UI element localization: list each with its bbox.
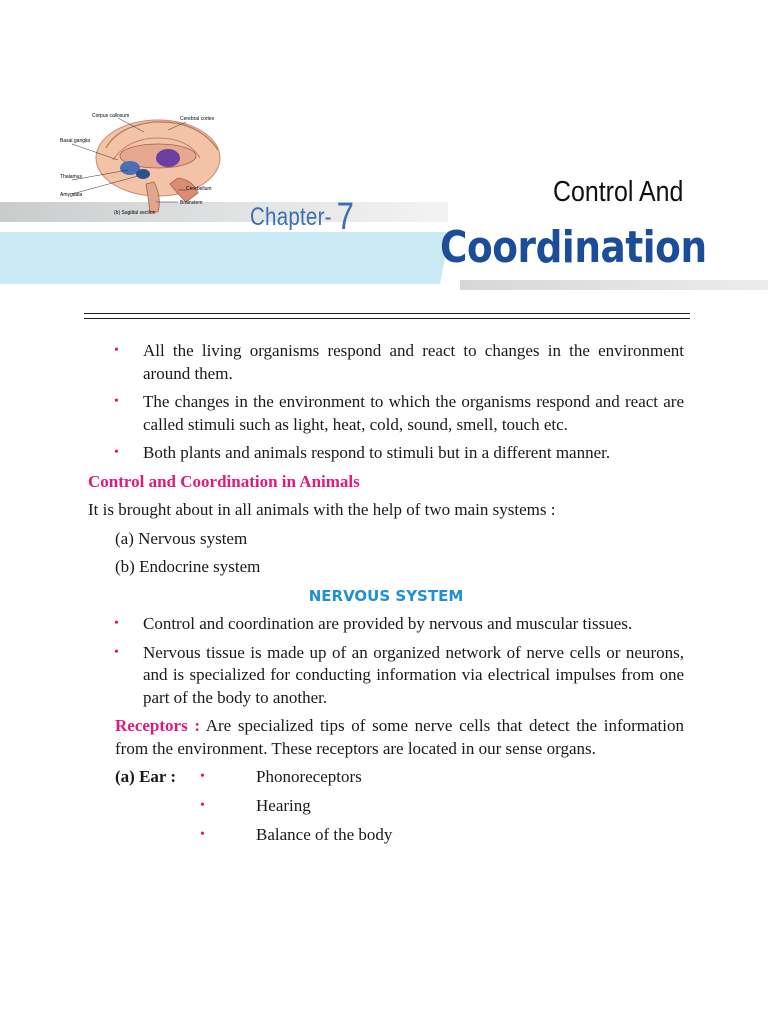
bullet-icon: • bbox=[200, 769, 205, 784]
figure-caption: (b) Sagittal section bbox=[114, 210, 156, 216]
label-basal-ganglia: Basal ganglia bbox=[60, 138, 91, 144]
label-amygdala: Amygdala bbox=[60, 192, 83, 198]
receptors-label: Receptors : bbox=[115, 716, 201, 735]
page-body bbox=[88, 340, 684, 853]
receptors-paragraph: Receptors : Are specialized tips of some nerve cells that detect the information from the environment. These receptors are located in our sense organs. bbox=[115, 716, 684, 758]
ear-item: (a) Ear : • Phonoreceptors bbox=[88, 766, 684, 789]
bullet-icon: • bbox=[114, 343, 119, 358]
bullet-icon: • bbox=[200, 827, 205, 842]
chapter-word: Chapter- bbox=[250, 203, 332, 231]
label-corpus-callosum: Corpus callosum bbox=[92, 113, 130, 119]
label-cerebellum: Cerebellum bbox=[186, 186, 212, 192]
intro-bullet: • The changes in the environment to which the organisms respond and react are called stimuli such as light, heat, cold, sound, smell, touch etc. bbox=[114, 392, 684, 434]
nervous-system-heading: NERVOUS SYSTEM bbox=[308, 586, 464, 605]
chapter-number: 7 bbox=[336, 196, 355, 238]
header-band-gray-right bbox=[460, 280, 768, 290]
system-item: (a) Nervous system bbox=[115, 528, 248, 548]
bullet-icon: • bbox=[114, 445, 119, 460]
intro-bullet: • Both plants and animals respond to stimuli but in a different manner. bbox=[88, 442, 684, 465]
intro-bullet: • All the living organisms respond and react to changes in the environment around them. bbox=[114, 341, 684, 383]
section-heading: Control and Coordination in Animals bbox=[88, 471, 360, 491]
brain-sagittal-figure bbox=[58, 108, 238, 220]
ear-item: • Balance of the body bbox=[88, 824, 684, 847]
system-item: (b) Endocrine system bbox=[115, 557, 261, 576]
chapter-title-line2: Coordination bbox=[440, 222, 707, 273]
nervous-bullet: • Control and coordination are provided by nervous and muscular tissues. bbox=[88, 613, 684, 636]
divider-rule-thin bbox=[84, 318, 690, 319]
ear-item: • Hearing bbox=[88, 795, 684, 818]
divider-rule-thick bbox=[84, 313, 690, 314]
chapter-title-line1: Control And bbox=[553, 176, 684, 208]
label-thalamus: Thalamus bbox=[60, 174, 82, 180]
bullet-icon: • bbox=[200, 798, 205, 813]
label-cerebral-cortex: Cerebral cortex bbox=[180, 116, 215, 122]
nervous-bullet: • Nervous tissue is made up of an organized network of nerve cells or neurons, and is specialized for conducting information via electrical impulses from one part of the body to another. bbox=[114, 642, 684, 707]
bullet-icon: • bbox=[114, 616, 119, 631]
bullet-icon: • bbox=[114, 394, 119, 409]
chapter-label bbox=[250, 192, 355, 238]
ear-label: (a) Ear : bbox=[115, 767, 177, 786]
label-brainstem: Brainstem bbox=[180, 200, 203, 206]
bullet-icon: • bbox=[114, 644, 119, 660]
section-intro: It is brought about in all animals with the help of two main systems : bbox=[88, 500, 556, 519]
